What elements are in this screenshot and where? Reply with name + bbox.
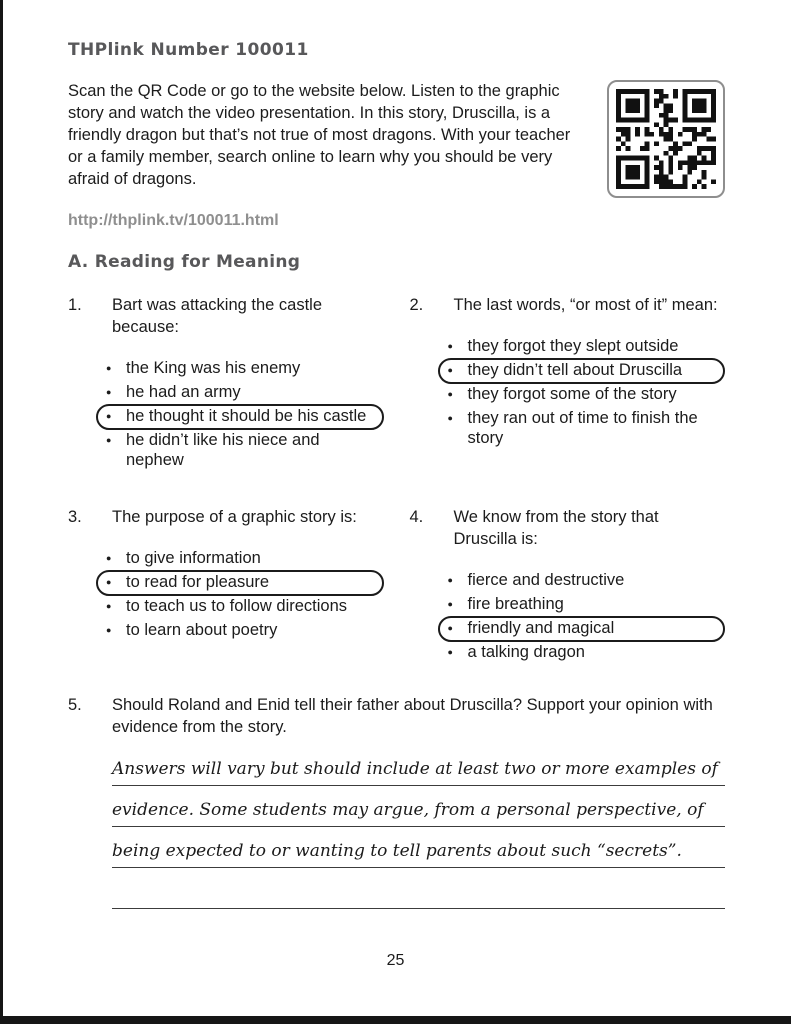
bullet-icon (106, 572, 126, 594)
qr-code-image (616, 89, 716, 189)
bullet-icon (448, 642, 468, 664)
question-head (68, 694, 725, 738)
answer-option (96, 570, 384, 596)
question-prompt: Should Roland and Enid tell their father about Druscilla? Support your opinion with evidence from the story. (112, 696, 713, 736)
question-head (410, 506, 726, 550)
question-number: 5. (68, 696, 82, 714)
answer-option (438, 640, 726, 666)
answer-line: being expected to or wanting to tell parents about such “secrets”. (112, 840, 725, 868)
bullet-icon (448, 336, 468, 358)
answer-option (96, 618, 384, 644)
question-number: 3. (68, 508, 82, 526)
question-head (410, 294, 726, 316)
answer-option (96, 594, 384, 620)
question-1 (68, 294, 384, 472)
bullet-icon (448, 360, 468, 382)
question-number: 2. (409, 296, 424, 314)
scan-edge-artifact (0, 1016, 791, 1024)
question-2 (410, 294, 726, 472)
bullet-icon (106, 620, 126, 642)
option-text: they didn’t tell about Druscilla (467, 361, 683, 379)
bullet-icon (106, 596, 126, 618)
answer-option (96, 380, 384, 406)
answer-option (96, 546, 384, 572)
written-answer (112, 758, 725, 909)
option-text: the King was his enemy (126, 359, 301, 377)
option-text: he had an army (126, 383, 241, 401)
bullet-icon (106, 382, 126, 404)
option-text: to read for pleasure (126, 573, 270, 591)
option-text: friendly and magical (467, 619, 615, 637)
option-text: he didn’t like his niece and nephew (126, 431, 320, 469)
scan-edge-artifact (0, 0, 3, 1024)
answer-line: evidence. Some students may argue, from a personal perspective, of (112, 799, 725, 827)
intro-paragraph: Scan the QR Code or go to the website below. Listen to the graphic story and watch the video presentation. In this story, Druscilla, is a friendly dragon but that’s not true of most dragons. With your teacher or a family member, search online to learn why you should be very afraid of dragons. (68, 82, 571, 188)
option-text: a talking dragon (467, 643, 585, 661)
answer-option (438, 334, 726, 360)
qr-code (607, 80, 725, 198)
bullet-icon (106, 406, 126, 428)
options-list (448, 334, 726, 450)
question-3 (68, 506, 384, 666)
option-text: they forgot some of the story (467, 385, 677, 403)
question-5 (68, 694, 725, 909)
option-text: fire breathing (467, 595, 564, 613)
question-prompt: Bart was attacking the castle because: (112, 296, 323, 336)
question-prompt: The purpose of a graphic story is: (112, 508, 357, 526)
section-heading: A. Reading for Meaning (68, 252, 301, 272)
option-text: fierce and destructive (467, 571, 625, 589)
page-number: 25 (386, 952, 405, 969)
question-prompt: We know from the story that Druscilla is: (453, 508, 659, 548)
answer-option (96, 428, 384, 472)
answer-option (438, 358, 726, 384)
question-4 (410, 506, 726, 666)
question-number: 4. (409, 508, 424, 526)
answer-line: Answers will vary but should include at least two or more examples of (112, 758, 725, 786)
question-head (68, 294, 384, 338)
answer-option (438, 568, 726, 594)
bullet-icon (448, 618, 468, 640)
answer-option (96, 356, 384, 382)
answer-option (438, 382, 726, 408)
answer-line (112, 881, 725, 909)
question-number: 1. (68, 296, 82, 314)
option-text: to give information (126, 549, 261, 567)
answer-option (438, 592, 726, 618)
questions-grid (68, 294, 725, 666)
options-list (106, 546, 384, 644)
answer-option (438, 406, 726, 450)
website-link: http://thplink.tv/100011.html (68, 212, 279, 229)
bullet-icon (448, 408, 468, 430)
bullet-icon (106, 430, 126, 452)
question-head (68, 506, 384, 528)
bullet-icon (106, 358, 126, 380)
options-list (106, 356, 384, 472)
answer-option (96, 404, 384, 430)
option-text: they forgot they slept outside (467, 337, 679, 355)
intro-row (68, 80, 725, 198)
bullet-icon (448, 384, 468, 406)
option-text: they ran out of time to finish the story (467, 409, 698, 447)
options-list (448, 568, 726, 666)
option-text: he thought it should be his castle (126, 407, 367, 425)
option-text: to teach us to follow directions (126, 597, 348, 615)
bullet-icon (106, 548, 126, 570)
bullet-icon (448, 594, 468, 616)
bullet-icon (448, 570, 468, 592)
page-title: THPlink Number 100011 (68, 40, 309, 60)
question-prompt: The last words, “or most of it” mean: (453, 296, 718, 314)
answer-option (438, 616, 726, 642)
option-text: to learn about poetry (126, 621, 278, 639)
